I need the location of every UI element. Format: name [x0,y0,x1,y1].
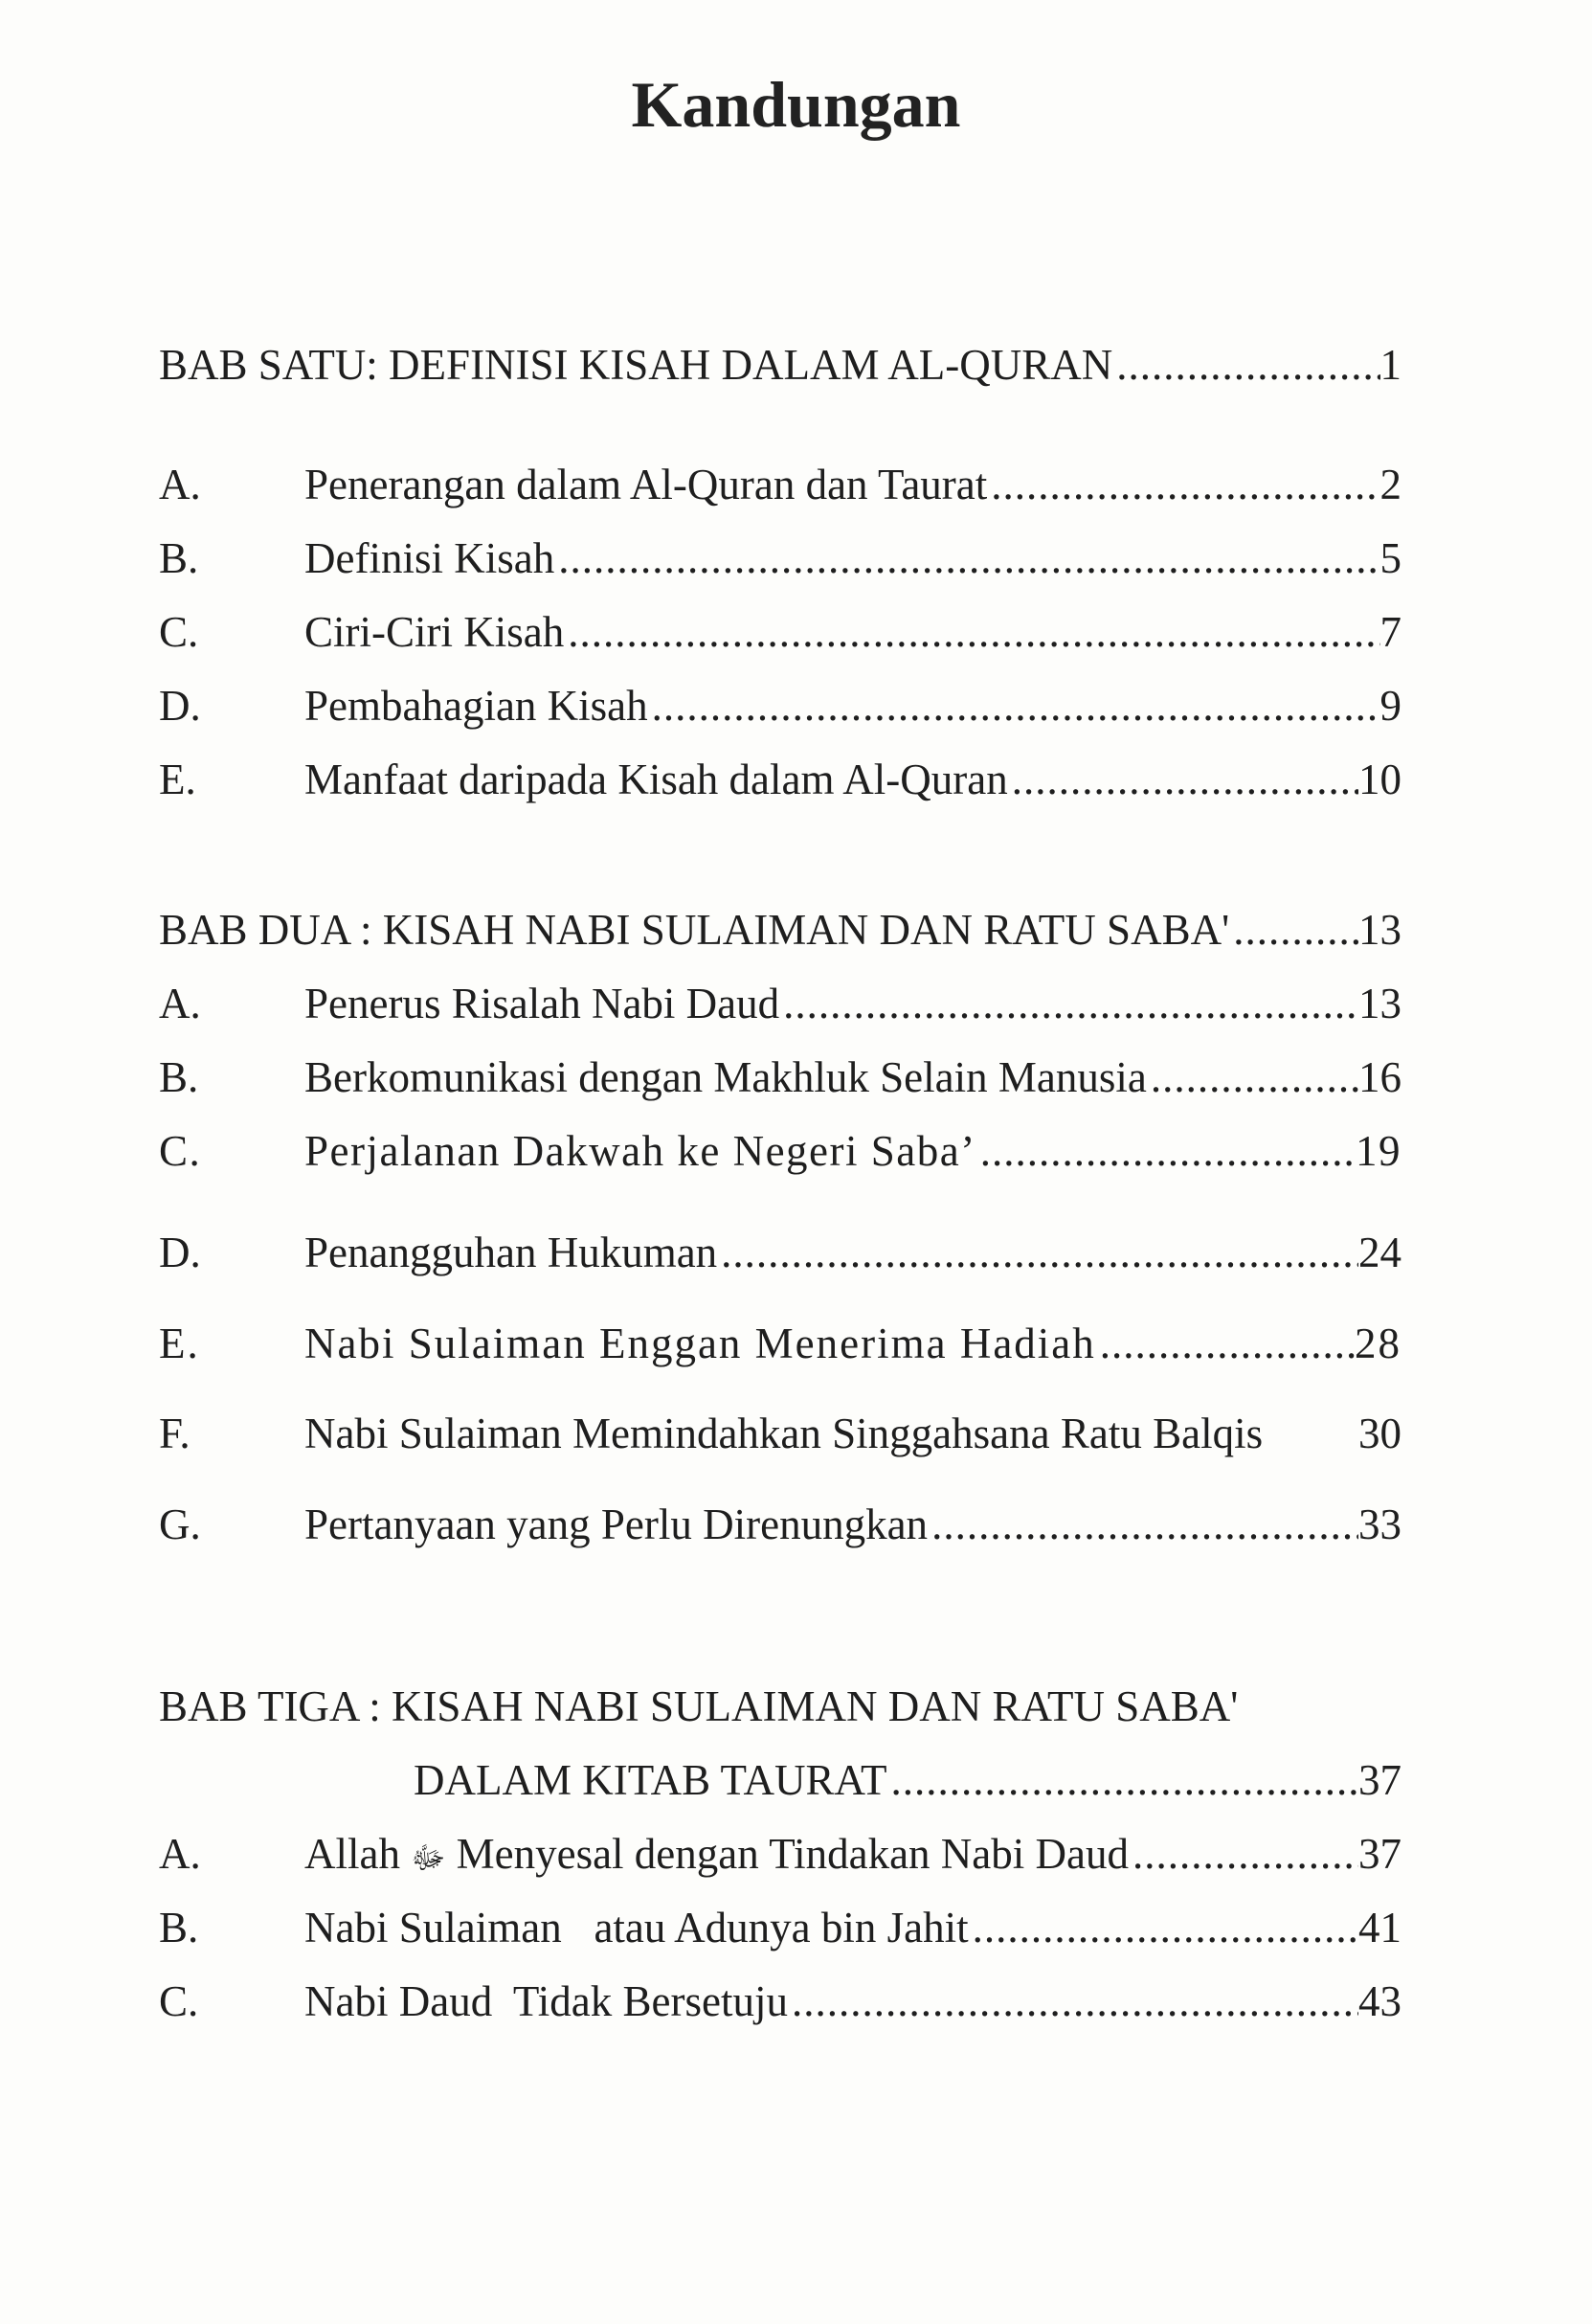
chapter-3-heading [159,1680,1401,1733]
entry-title: Penangguhan Hukuman [304,1229,718,1276]
entry-title [304,1827,1129,1884]
entry-title: Nabi Sulaiman Memindahkan Singgahsana Ratu Balqis [304,1410,1264,1457]
toc-entry [159,605,1401,659]
leader-dots [1112,338,1379,392]
leader-dots [564,605,1379,659]
entry-title: Manfaat daripada Kisah dalam Al-Quran [304,756,1008,803]
chapter-2-heading [159,903,1401,957]
entry-title: Nabi Sulaiman atau Adunya bin Jahit [304,1904,969,1952]
page-number: 33 [1358,1500,1401,1548]
entry-title: Ciri-Ciri Kisah [304,608,565,656]
page-number: 43 [1358,1977,1401,2025]
entry-title: Definisi Kisah [304,534,555,582]
leader-dots [976,1124,1356,1178]
leader-dots [1008,753,1358,806]
entry-letter: B. [159,534,199,582]
page-number: 37 [1358,1756,1401,1804]
toc-entry [159,753,1401,806]
entry-letter: C. [159,608,199,656]
toc-entry [159,458,1401,511]
toc-entry [159,1050,1401,1104]
entry-letter: F. [159,1410,191,1457]
leader-dots [648,679,1380,733]
entry-letter: E. [159,756,196,803]
page-number: 13 [1358,980,1401,1027]
entry-title: Berkomunikasi dengan Makhluk Selain Manusia [304,1053,1147,1101]
page-number: 41 [1358,1904,1401,1952]
leader-dots [788,1974,1358,2028]
entry-title: Pertanyaan yang Perlu Direnungkan [304,1500,929,1548]
entry-title: Nabi Sulaiman Enggan Menerima Hadiah [304,1320,1096,1367]
toc-entry [159,679,1401,733]
leader-dots [1229,903,1358,957]
toc-entry [159,1498,1401,1551]
page-number: 19 [1356,1127,1401,1175]
leader-dots [554,531,1379,585]
toc-entry [159,977,1401,1030]
page-number: 28 [1355,1320,1401,1367]
chapter-3-heading-cont [159,1753,1401,1807]
entry-letter: A. [159,1830,201,1878]
entry-letter: C. [159,1127,202,1175]
chapter-title: BAB TIGA : KISAH NABI SULAIMAN DAN RATU SABA' [159,1682,1239,1730]
leader-dots [886,1753,1358,1807]
toc-entry [159,1827,1401,1884]
leader-dots [987,458,1379,511]
leader-dots [969,1901,1358,1954]
entry-letter: E. [159,1320,200,1367]
toc-entry [159,1974,1401,2028]
page-number: 24 [1358,1229,1401,1276]
leader-dots [1147,1050,1358,1104]
entry-title: Nabi Daud Tidak Bersetuju [304,1977,788,2025]
leader-dots [717,1226,1358,1279]
page-number: 10 [1358,756,1401,803]
entry-letter: A. [159,461,201,508]
entry-letter: C. [159,1977,199,2025]
toc-entry [159,1407,1401,1460]
chapter-title-cont: DALAM KITAB TAURAT [414,1756,887,1804]
entry-letter: A. [159,980,201,1027]
entry-letter: B. [159,1053,199,1101]
chapter-title: BAB DUA : KISAH NABI SULAIMAN DAN RATU SABA' [159,906,1230,954]
toc-entry [159,531,1401,585]
entry-title: Penerangan dalam Al-Quran dan Taurat [304,461,988,508]
entry-title: Pembahagian Kisah [304,682,648,730]
leader-dots [928,1498,1358,1551]
entry-title-part: Allah [304,1830,400,1878]
toc-entry [159,1317,1401,1370]
entry-title: Perjalanan Dakwah ke Negeri Saba’ [304,1127,976,1175]
page-title: Kandungan [631,68,961,141]
page-number: 16 [1358,1053,1401,1101]
page-number: 30 [1358,1410,1401,1457]
leader-dots [1129,1827,1358,1881]
honorific-glyph: ﷻ [411,1840,446,1875]
entry-letter: G. [159,1500,201,1548]
chapter-title: BAB SATU: DEFINISI KISAH DALAM AL-QURAN [159,341,1113,389]
page-number: 7 [1379,608,1401,656]
page-number: 5 [1379,534,1401,582]
toc-entry [159,1901,1401,1954]
entry-letter: D. [159,1229,201,1276]
toc-entry [159,1124,1401,1178]
toc-entry [159,1226,1401,1279]
page-number: 9 [1379,682,1401,730]
page-number: 2 [1379,461,1401,508]
page-number: 13 [1358,906,1401,954]
chapter-1-heading [159,338,1401,392]
page-number: 1 [1379,341,1401,389]
entry-letter: D. [159,682,201,730]
page-number: 37 [1358,1830,1401,1878]
entry-title-part: Menyesal dengan Tindakan Nabi Daud [456,1830,1129,1878]
leader-dots [779,977,1358,1030]
entry-title: Penerus Risalah Nabi Daud [304,980,780,1027]
leader-dots [1096,1317,1355,1370]
entry-letter: B. [159,1904,199,1952]
